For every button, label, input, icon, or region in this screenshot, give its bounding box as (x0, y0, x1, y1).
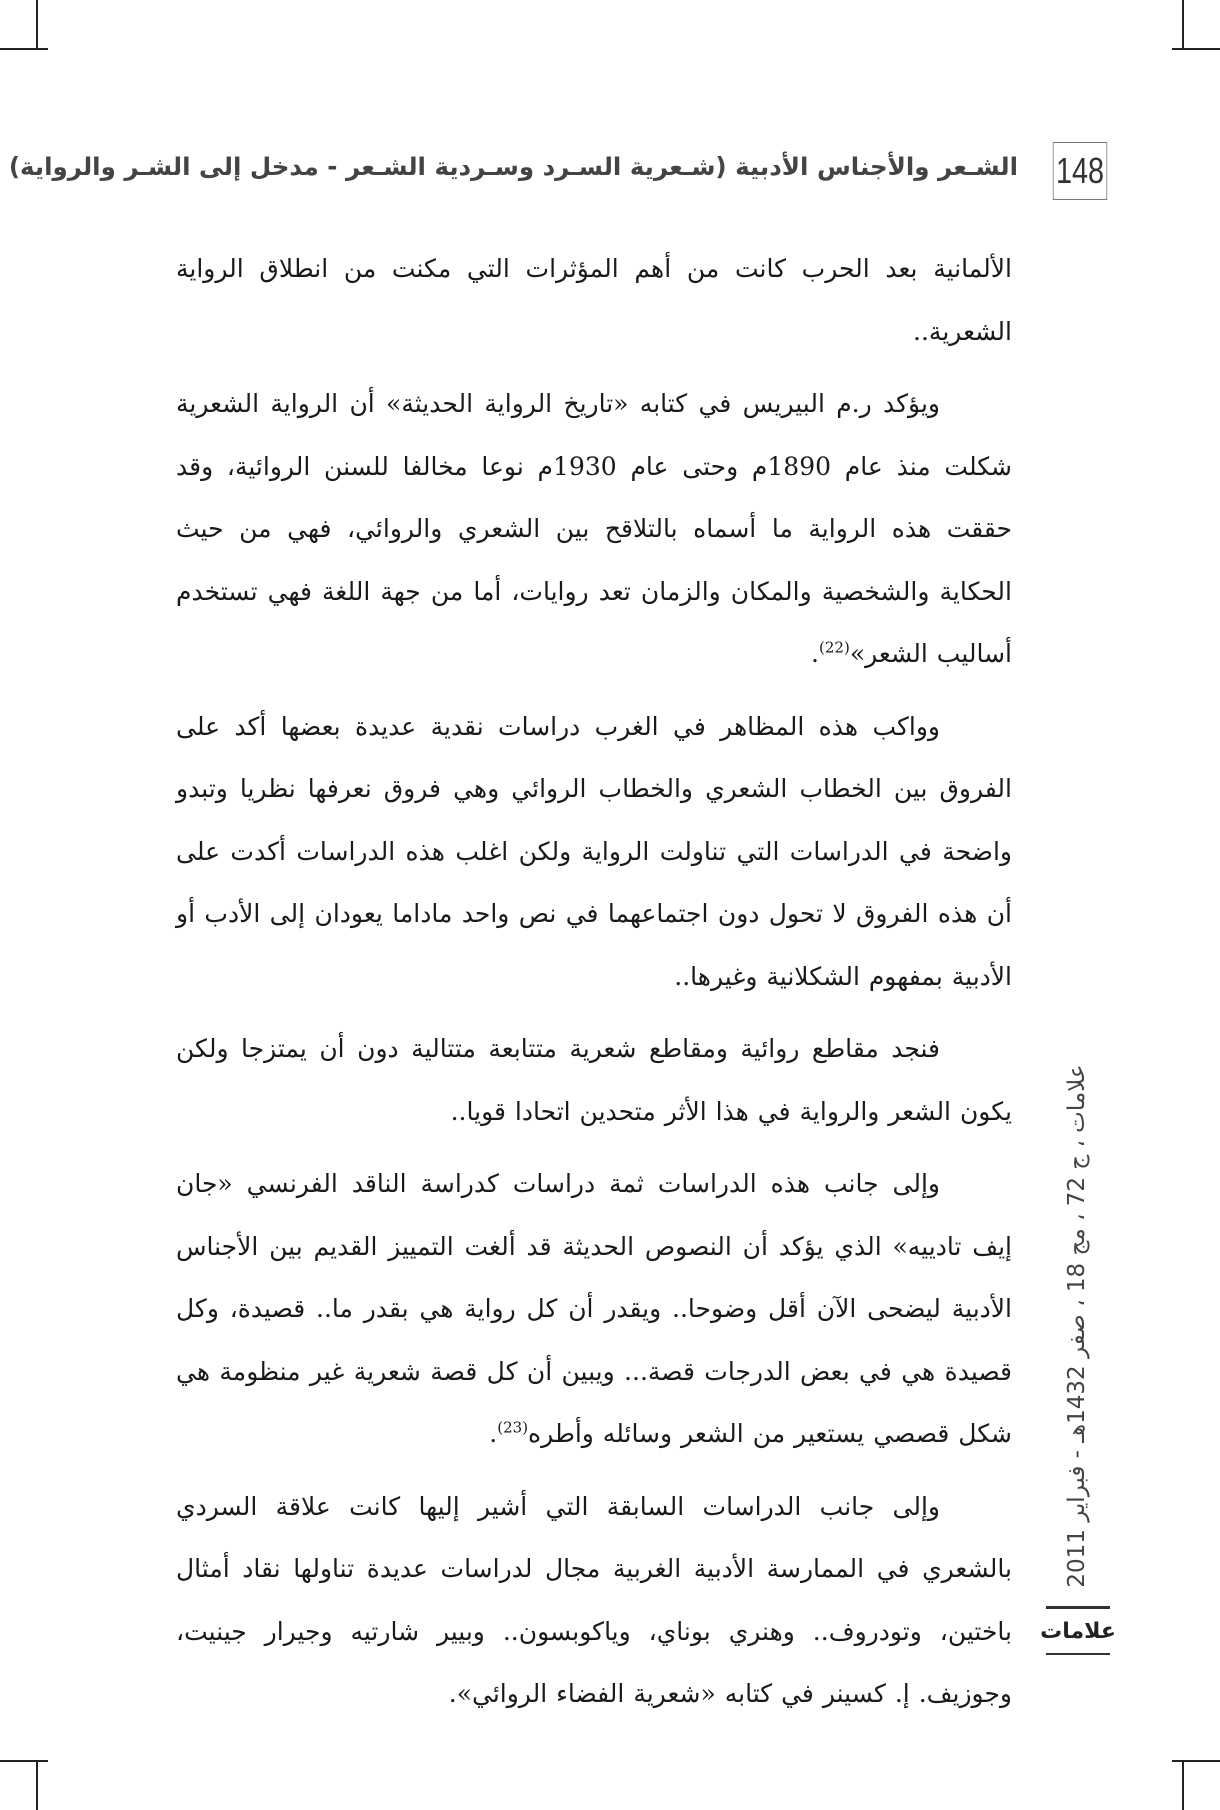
page-number: 148 (1053, 142, 1107, 200)
journal-logo: علامات (1046, 1606, 1110, 1655)
crop-mark (0, 48, 48, 50)
crop-mark (1172, 48, 1220, 50)
paragraph: فنجد مقاطع روائية ومقاطع شعرية متتابعة متتالية دون أن يمتزجا ولكن يكون الشعر والرواية في هذا الأثر متحدين اتحادا قويا.. (176, 1034, 1012, 1126)
crop-mark (36, 0, 38, 48)
running-title: الشـعر والأجناس الأدبية (شـعرية السـرد وسـردية الشـعر - مدخل إلى الشـر والرواية) (8, 152, 1018, 181)
footnote-ref: (23) (497, 1418, 529, 1437)
crop-mark (1182, 0, 1184, 48)
paragraph: وواكب هذه المظاهر في الغرب دراسات نقدية عديدة بعضها أكد على الفروق بين الخطاب الشعري والخطاب الروائي وهي فروق نعرفها نظريا وتبدو واضحة في الدراسات التي تناولت الرواية ولكن اغلب هذه الدراسات أكدت على أن هذه الفروق لا تحول دون اجتماعهما في نص واحد ماداما يعودان إلى الأدب أو الأدبية بمفهوم الشكلانية وغيرها.. (176, 711, 1012, 991)
crop-mark (1172, 1760, 1220, 1762)
crop-mark (36, 1762, 38, 1810)
crop-mark (1182, 1762, 1184, 1810)
journal-info: علامات ، ج 72 ، مج 18 ، صفر 1432هـ - فبراير 2011 (1064, 1064, 1090, 1588)
journal-sidebar (1050, 1050, 1104, 1602)
footnote-ref: (22) (819, 638, 850, 657)
page-header (8, 142, 1114, 202)
article-body (176, 238, 1012, 1736)
crop-mark (0, 1760, 48, 1762)
paragraph: ويؤكد ر.م البيريس في كتابه «تاريخ الرواية الحديثة» أن الرواية الشعرية شكلت منذ عام 1890م وحتى عام 1930م نوعا مخالفا للسنن الروائية، وقد حققت هذه الرواية ما أسماه بالتلاقح بين الشعري والروائي، فهي من حيث الحكاية والشخصية والمكان والزمان تعد روايات، أما من جهة اللغة فهي تستخدم أساليب الشعر»$^{(22)}$. (176, 389, 1012, 668)
paragraph: وإلى جانب الدراسات السابقة التي أشير إليها كانت علاقة السردي بالشعري في الممارسة الأدبية الغربية مجال لدراسات عديدة تناولها نقاد أمثال باختين، وتودروف.. وهنري بوناي، وياكوبسون.. وبيير شارتيه وجيرار جينيت، وجوزيف. إ. كسينر في كتابه «شعرية الفضاء الروائي». (176, 1491, 1012, 1708)
paragraph: وإلى جانب هذه الدراسات ثمة دراسات كدراسة الناقد الفرنسي «جان إيف تادييه» الذي يؤكد أن النصوص الحديثة قد ألغت التمييز القديم بين الأجناس الأدبية ليضحى الآن أقل وضوحا.. ويقدر أن كل رواية هي بقدر ما.. قصيدة، وكل قصيدة هي في بعض الدرجات قصة... ويبين أن كل قصة شعرية غير منظومة هي شكل قصصي يستعير من الشعر وسائله وأطره$^{(23)}$. (176, 1169, 1012, 1448)
paragraph: الألمانية بعد الحرب كانت من أهم المؤثرات التي مكنت من انطلاق الرواية الشعرية.. (176, 254, 1012, 346)
